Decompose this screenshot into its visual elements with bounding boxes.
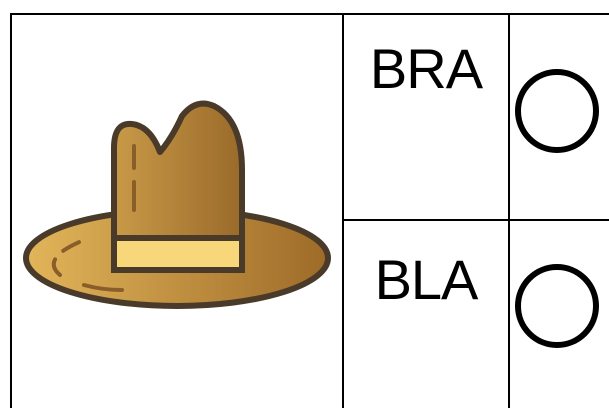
table-border-left bbox=[10, 13, 12, 408]
syllable-label-bra: BRA bbox=[369, 37, 483, 100]
answer-circle-bla[interactable] bbox=[515, 264, 599, 348]
table-divider-answers bbox=[508, 13, 510, 408]
table-border-top bbox=[10, 13, 609, 15]
answer-circle-bra[interactable] bbox=[515, 69, 599, 153]
syllable-label-bla: BLA bbox=[374, 248, 478, 311]
hat-band bbox=[114, 238, 242, 270]
table-row-divider bbox=[342, 219, 609, 221]
cowboy-hat-icon bbox=[22, 100, 334, 315]
